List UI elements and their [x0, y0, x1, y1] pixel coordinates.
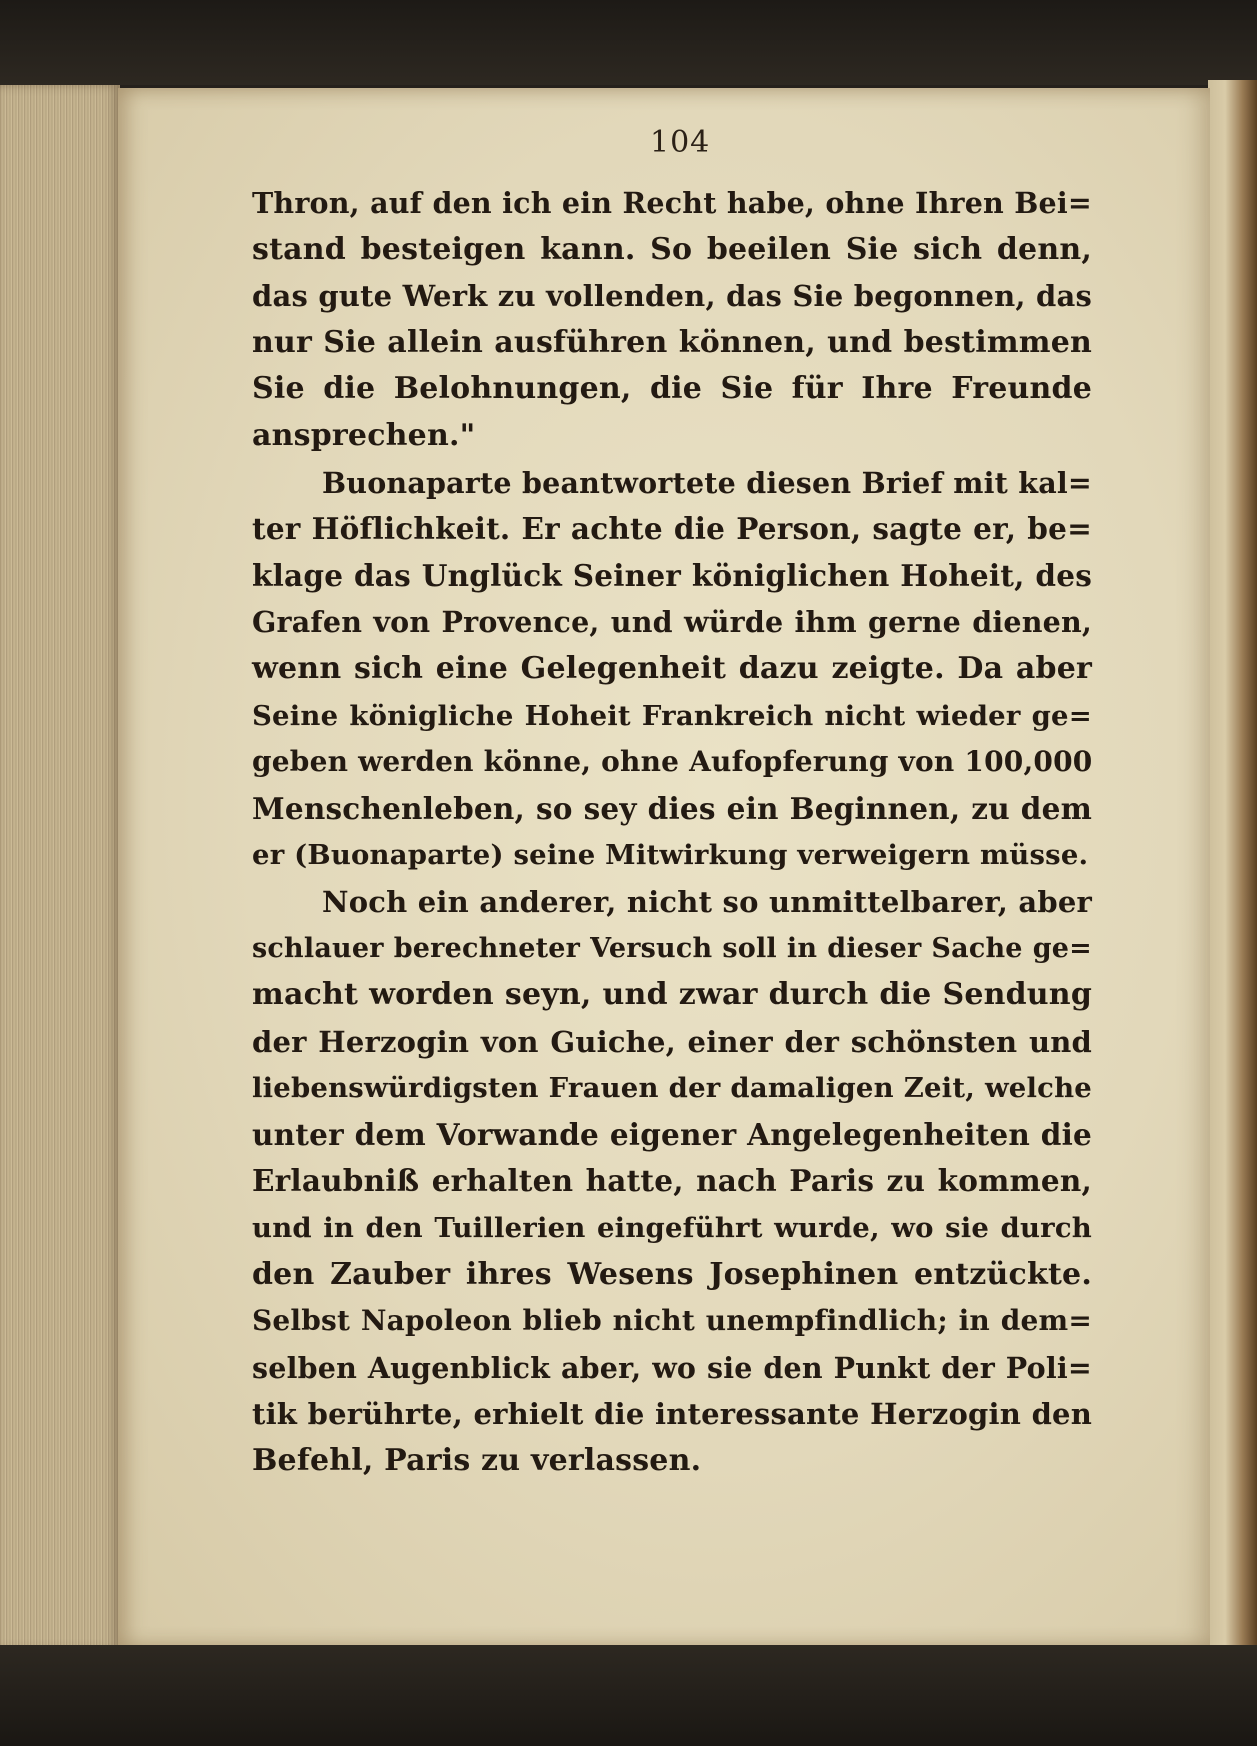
text-line: wenn sich eine Gelegenheit dazu zeigte. Da aber [252, 650, 1092, 686]
text-line: Sie die Belohnungen, die Sie für Ihre Freunde [252, 371, 1092, 407]
text-line: ter Höflichkeit. Er achte die Person, sagte er, be= [252, 511, 1092, 547]
page-edges-left [0, 85, 120, 1650]
text-line: das gute Werk zu vollenden, das Sie begonnen, das [252, 279, 1092, 314]
text-line: nur Sie allein ausführen können, und bestimmen [252, 324, 1092, 360]
text-line: den Zauber ihres Wesens Josephinen entzückte. [252, 1256, 1092, 1292]
text-line: selben Augenblick aber, wo sie den Punkt der Poli= [252, 1350, 1092, 1385]
background-bottom [0, 1645, 1257, 1746]
text-line: stand besteigen kann. So beeilen Sie sich denn, [252, 231, 1092, 267]
text-line: tik berührte, erhielt die interessante Herzogin den [252, 1397, 1092, 1432]
text-line: Befehl, Paris zu verlassen. [252, 1443, 702, 1479]
text-line: macht worden seyn, und zwar durch die Sendung [252, 977, 1092, 1013]
text-line: Thron, auf den ich ein Recht habe, ohne Ihren Bei= [252, 186, 1092, 220]
text-line: ansprechen." [252, 417, 476, 453]
text-line: Buonaparte beantwortete diesen Brief mit kal= [322, 465, 1092, 500]
text-line: der Herzogin von Guiche, einer der schönsten und [252, 1024, 1092, 1059]
text-line: liebenswürdigsten Frauen der damaligen Zeit, welche [252, 1072, 1092, 1105]
body-text [252, 180, 1092, 1485]
text-line: Grafen von Provence, und würde ihm gerne dienen, [252, 605, 1092, 640]
text-line: er (Buonaparte) seine Mitwirkung verweigern müsse. [252, 839, 1089, 872]
text-line: Noch ein anderer, nicht so unmittelbarer, aber [322, 884, 1092, 919]
text-line: Seine königliche Hoheit Frankreich nicht wieder ge= [252, 699, 1092, 732]
text-line: schlauer berechneter Versuch soll in dieser Sache ge= [252, 932, 1092, 964]
page-edge-right [1208, 80, 1257, 1660]
text-line: Erlaubniß erhalten hatte, nach Paris zu kommen, [252, 1163, 1092, 1199]
text-line: Menschenleben, so sey dies ein Beginnen, zu dem [252, 790, 1092, 826]
text-line: geben werden könne, ohne Aufopferung von 100,000 [252, 745, 1093, 779]
text-line: klage das Unglück Seiner königlichen Hoheit, des [252, 557, 1092, 593]
background-top [0, 0, 1257, 85]
text-line: unter dem Vorwande eigener Angelegenheiten die [252, 1116, 1092, 1152]
text-line: und in den Tuillerien eingeführt wurde, wo sie durch [252, 1212, 1092, 1245]
text-line: Selbst Napoleon blieb nicht unempfindlich; in dem= [252, 1304, 1092, 1338]
page-number: 104 [650, 125, 711, 160]
